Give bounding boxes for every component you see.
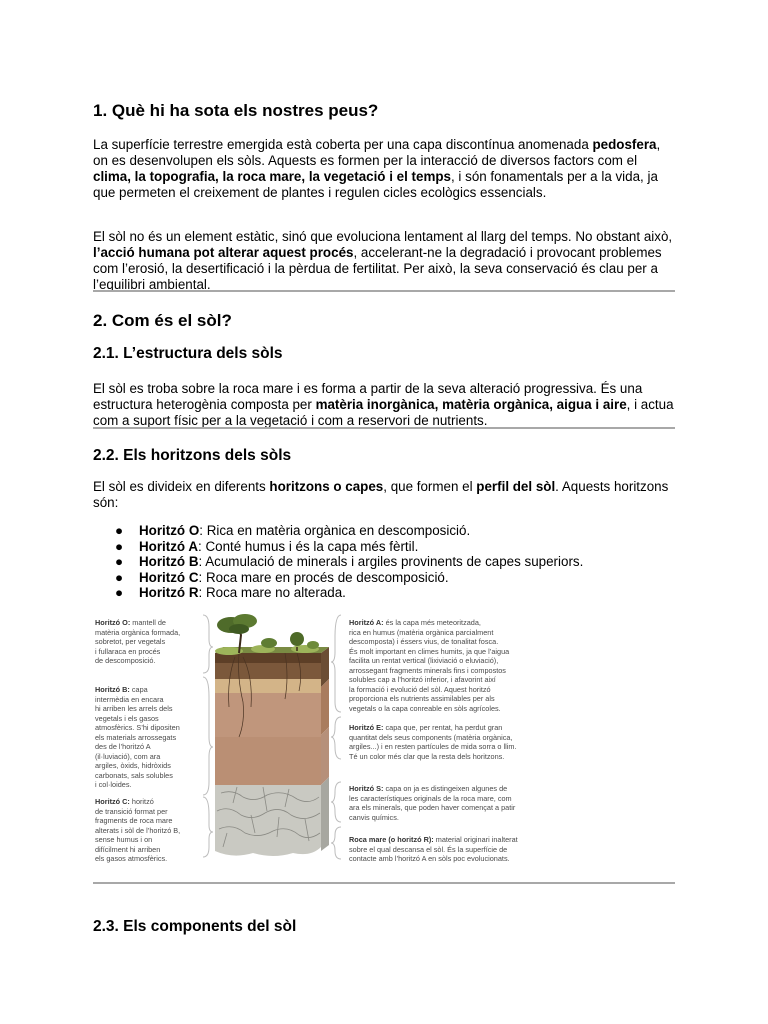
divider [93, 427, 675, 429]
horizon-term: Horitzó C [139, 569, 199, 585]
horizon-list-item [115, 539, 583, 555]
horizon-list-item [115, 570, 583, 586]
text-run: , que formen el [383, 479, 477, 494]
right-annotation-horizon-a: Horitzó A: és la capa més meteoritzada, rica en humus (matèria orgànica parcialment descomposta) i éssers vius, de tonalitat fosca. És molt important en climes humits, ja que l’aigua facilita un rentat vertical (lixiviació o eluviació), arrossegant fragments minerals fins i compostos solubles cap a l’horitzó inferior, i afavorint així la formació i evolució del sòl. Aquest horitzó proporciona els nutrients assimilables per als vegetals o la capa conreable en sòls agrícoles. [349, 618, 510, 713]
horizon-term: Horitzó A [139, 538, 199, 554]
right-annotation-bedrock: Roca mare (o horitzó R): material originari inalterat sobre el qual descansa el sòl. És la superfície de contacte amb l’horitzó A en sòls poc evolucionats. [349, 835, 518, 863]
section-1-paragraph-2 [93, 229, 678, 293]
bold-text: matèria inorgànica, matèria orgànica, aigua i aire [315, 397, 627, 412]
text-run: , i són fonamentals per a la vida, ja que permeten el creixement de plantes i regulen cicles ecològics essencials. [93, 169, 658, 200]
bullet: ● [115, 554, 124, 570]
bullet: ● [115, 523, 124, 538]
section-2-3-title: 2.3. Els components del sòl [93, 918, 297, 935]
text-run: , on es desenvolupen els sòls. Aquests es formen per la interacció de diversos factors com el [93, 137, 661, 168]
section-2-title: 2. Com és el sòl? [93, 311, 232, 330]
text-run: El sòl no és un element estàtic, sinó que evoluciona lentament al llarg del temps. No obstant això, [93, 229, 673, 244]
text-run: El sòl es troba sobre la roca mare i es forma a partir de la seva alteració progressiva. És una estructura heterogènia composta per [93, 381, 643, 412]
section-2-1-paragraph [93, 381, 678, 429]
section-1-paragraph-1 [93, 137, 678, 201]
bullet: ● [115, 538, 124, 554]
horizon-list-item [115, 554, 583, 570]
section-2-2-paragraph [93, 479, 678, 511]
horizon-term: Horitzó R [139, 585, 199, 601]
horizon-term: Horitzó B [139, 554, 199, 570]
horizon-description: : Roca mare en procés de descomposició. [198, 569, 449, 585]
bold-text: pedosfera [592, 137, 657, 152]
bold-text: l’acció humana pot alterar aquest procés [93, 245, 354, 260]
horizon-list-item [115, 523, 583, 539]
horizon-description: : Roca mare no alterada. [198, 585, 346, 601]
left-annotation-horizon-b: Horitzó B: capa intermèdia en encara hi arriben les arrels dels vegetals i els gasos atmosfèrics. S’hi dipositen els materials arrossegats des de l’horitzó A (il·luviació), com ara argiles, òxids, hidròxids carbonats, sals solubles i col·loides. [95, 685, 180, 789]
horizon-description: : Rica en matèria orgànica en descomposició. [199, 523, 471, 538]
soil-profile-illustration [193, 607, 351, 869]
horizon-e-layer [215, 679, 321, 693]
bullet: ● [115, 569, 124, 585]
section-2-2-title: 2.2. Els horitzons dels sòls [93, 447, 292, 464]
text-run: . Aquests horitzons són: [93, 479, 669, 510]
horizon-list-item [115, 585, 583, 601]
bullet: ● [115, 585, 124, 601]
text-run: La superfície terrestre emergida està coberta per una capa discontínua anomenada [93, 137, 593, 152]
text-run: , accelerant-ne la degradació i provocant problemes com l’erosió, la desertificació i la pèrdua de fertilitat. Per això, la seva conservació és clau per a l’equilibri ambiental. [93, 245, 662, 292]
horizons-list [115, 523, 583, 601]
bold-text: horitzons o capes [269, 479, 384, 494]
divider [93, 882, 675, 884]
right-annotation-horizon-s: Horitzó S: capa on ja es distingeixen algunes de les característiques originals de la roca mare, com ara els minerals, que poden haver començat a patir canvis químics. [349, 784, 516, 822]
text-run: , i actua com a suport físic per a la vegetació i com a reservori de nutrients. [93, 397, 674, 428]
bold-text: perfil del sòl [476, 479, 556, 494]
horizon-description: : Acumulació de minerals i argiles provinents de capes superiors. [198, 554, 584, 570]
section-1-title: 1. Què hi ha sota els nostres peus? [93, 101, 379, 120]
soil-profile-figure [93, 607, 543, 869]
text-run: El sòl es divideix en diferents [93, 479, 270, 494]
left-annotation-horizon-o: Horitzó O: mantell de matèria orgànica formada, sobretot, per vegetals i fullaraca en procés de descomposició. [95, 618, 181, 665]
bold-text: clima, la topografia, la roca mare, la vegetació i el temps [93, 169, 451, 184]
divider [93, 290, 675, 292]
horizon-description: : Conté humus i és la capa més fèrtil. [198, 538, 419, 554]
left-annotation-horizon-c: Horitzó C: horitzó de transició format per fragments de roca mare alterats i sòl de l’horitzó B, sense humus i on difícilment hi arriben els gasos atmosfèrics. [95, 797, 181, 863]
right-annotation-horizon-e: Horitzó E: capa que, per rentat, ha perdut gran quantitat dels seus components (matèria orgànica, argiles...) i en resten partícules de mida sorra o llim. Té un color més clar que la resta dels horitzons. [349, 723, 517, 761]
section-2-1-title: 2.1. L’estructura dels sòls [93, 345, 283, 362]
horizon-term: Horitzó O [139, 523, 200, 538]
